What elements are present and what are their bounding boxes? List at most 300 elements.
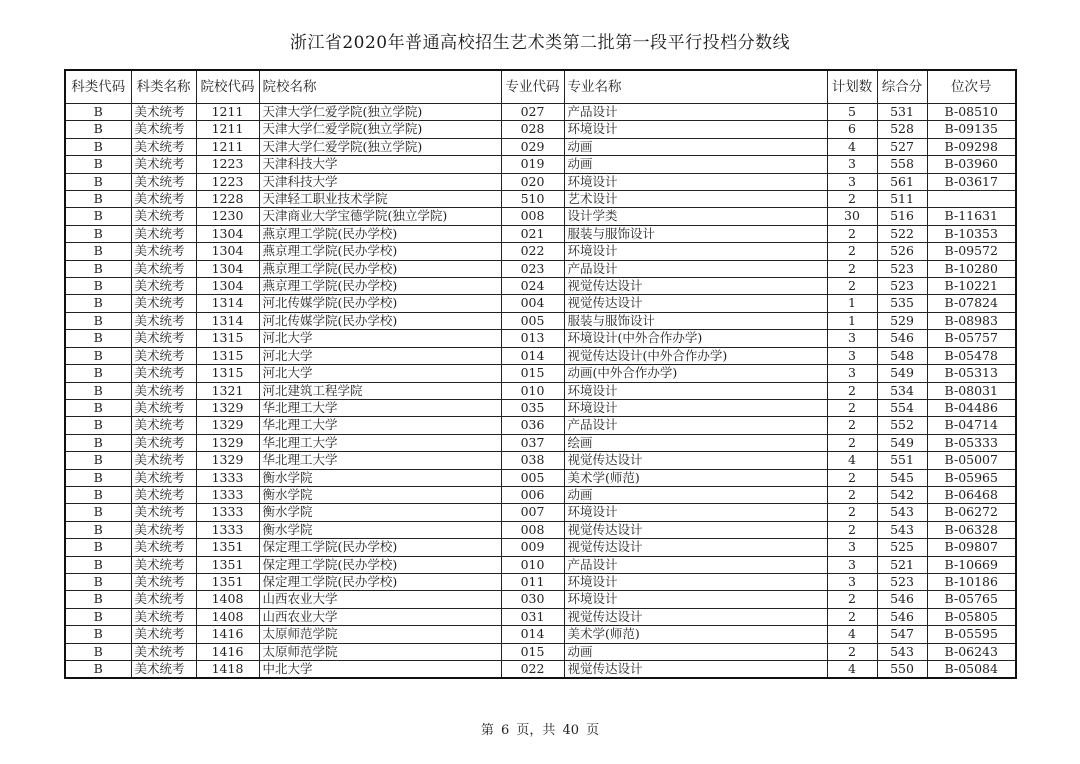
cell-plan-count: 1 [827, 312, 877, 329]
cell-total-score: 554 [877, 399, 927, 416]
cell-school-code: 1333 [196, 469, 259, 486]
cell-major-code: 037 [501, 434, 564, 451]
cell-subject-name: 美术统考 [131, 556, 196, 573]
cell-rank-number: B-05757 [927, 330, 1016, 347]
cell-major-name: 环境设计 [564, 121, 827, 138]
cell-school-name: 山西农业大学 [259, 591, 501, 608]
cell-total-score: 522 [877, 225, 927, 242]
cell-major-code: 014 [501, 347, 564, 364]
cell-school-code: 1315 [196, 330, 259, 347]
cell-major-name: 服装与服饰设计 [564, 312, 827, 329]
cell-major-name: 设计学类 [564, 208, 827, 225]
cell-subject-name: 美术统考 [131, 504, 196, 521]
cell-school-name: 华北理工大学 [259, 434, 501, 451]
cell-major-code: 029 [501, 138, 564, 155]
table-row [65, 208, 1016, 225]
cell-school-name: 燕京理工学院(民办学校) [259, 278, 501, 295]
cell-subject-code: B [65, 243, 131, 260]
cell-school-name: 保定理工学院(民办学校) [259, 539, 501, 556]
cell-subject-name: 美术统考 [131, 330, 196, 347]
cell-school-code: 1329 [196, 399, 259, 416]
cell-school-code: 1408 [196, 608, 259, 625]
cell-subject-code: B [65, 295, 131, 312]
cell-school-code: 1211 [196, 104, 259, 121]
cell-major-name: 动画 [564, 138, 827, 155]
cell-total-score: 549 [877, 365, 927, 382]
table-row [65, 661, 1016, 679]
cell-major-code: 014 [501, 626, 564, 643]
cell-major-name: 视觉传达设计 [564, 295, 827, 312]
cell-school-code: 1416 [196, 626, 259, 643]
cell-major-name: 环境设计 [564, 173, 827, 190]
cell-school-code: 1304 [196, 225, 259, 242]
cell-major-code: 035 [501, 399, 564, 416]
cell-subject-code: B [65, 312, 131, 329]
cell-major-name: 产品设计 [564, 556, 827, 573]
table-row [65, 434, 1016, 451]
cell-school-code: 1228 [196, 191, 259, 208]
table-row [65, 573, 1016, 590]
table-row [65, 191, 1016, 208]
header-subject-name: 科类名称 [131, 70, 196, 104]
cell-major-name: 动画 [564, 643, 827, 660]
cell-plan-count: 4 [827, 138, 877, 155]
cell-total-score: 542 [877, 486, 927, 503]
cell-subject-name: 美术统考 [131, 347, 196, 364]
header-school-name: 院校名称 [259, 70, 501, 104]
cell-subject-code: B [65, 260, 131, 277]
cell-rank-number: B-05965 [927, 469, 1016, 486]
cell-plan-count: 2 [827, 521, 877, 538]
cell-plan-count: 2 [827, 608, 877, 625]
cell-major-code: 028 [501, 121, 564, 138]
cell-subject-name: 美术统考 [131, 573, 196, 590]
cell-major-name: 环境设计 [564, 591, 827, 608]
page-footer: 第 6 页，共 40 页 [480, 723, 600, 738]
cell-school-name: 河北大学 [259, 347, 501, 364]
table-row [65, 521, 1016, 538]
cell-subject-code: B [65, 486, 131, 503]
cell-major-code: 005 [501, 469, 564, 486]
cell-rank-number: B-05313 [927, 365, 1016, 382]
cell-total-score: 551 [877, 452, 927, 469]
cell-subject-name: 美术统考 [131, 225, 196, 242]
cell-total-score: 558 [877, 156, 927, 173]
cell-school-code: 1315 [196, 347, 259, 364]
cell-major-code: 036 [501, 417, 564, 434]
cell-plan-count: 3 [827, 365, 877, 382]
table-row [65, 399, 1016, 416]
cell-total-score: 528 [877, 121, 927, 138]
cell-rank-number: B-08510 [927, 104, 1016, 121]
table-row [65, 173, 1016, 190]
cell-plan-count: 30 [827, 208, 877, 225]
cell-major-code: 010 [501, 556, 564, 573]
cell-plan-count: 3 [827, 173, 877, 190]
cell-school-code: 1351 [196, 556, 259, 573]
cell-plan-count: 5 [827, 104, 877, 121]
cell-major-code: 006 [501, 486, 564, 503]
cell-plan-count: 2 [827, 434, 877, 451]
cell-school-name: 保定理工学院(民办学校) [259, 573, 501, 590]
table-row [65, 278, 1016, 295]
cell-plan-count: 3 [827, 539, 877, 556]
table-row [65, 591, 1016, 608]
cell-total-score: 521 [877, 556, 927, 573]
table-row [65, 504, 1016, 521]
cell-major-code: 008 [501, 521, 564, 538]
cell-major-name: 产品设计 [564, 417, 827, 434]
cell-major-name: 视觉传达设计 [564, 661, 827, 679]
cell-total-score: 543 [877, 504, 927, 521]
cell-rank-number: B-03960 [927, 156, 1016, 173]
cell-major-code: 031 [501, 608, 564, 625]
cell-major-name: 视觉传达设计 [564, 608, 827, 625]
cell-school-name: 衡水学院 [259, 486, 501, 503]
cell-major-name: 美术学(师范) [564, 469, 827, 486]
cell-subject-code: B [65, 661, 131, 679]
cell-subject-name: 美术统考 [131, 260, 196, 277]
cell-major-code: 510 [501, 191, 564, 208]
cell-rank-number: B-09298 [927, 138, 1016, 155]
cell-school-name: 燕京理工学院(民办学校) [259, 260, 501, 277]
cell-school-name: 华北理工大学 [259, 417, 501, 434]
cell-school-name: 天津大学仁爱学院(独立学院) [259, 138, 501, 155]
cell-major-code: 005 [501, 312, 564, 329]
cell-major-name: 视觉传达设计 [564, 539, 827, 556]
cell-school-name: 衡水学院 [259, 521, 501, 538]
cell-school-code: 1321 [196, 382, 259, 399]
cell-plan-count: 2 [827, 591, 877, 608]
cell-school-code: 1304 [196, 243, 259, 260]
cell-major-code: 030 [501, 591, 564, 608]
table-row [65, 330, 1016, 347]
cell-school-code: 1211 [196, 138, 259, 155]
cell-subject-code: B [65, 278, 131, 295]
cell-school-code: 1304 [196, 260, 259, 277]
cell-school-code: 1304 [196, 278, 259, 295]
cell-total-score: 549 [877, 434, 927, 451]
cell-total-score: 548 [877, 347, 927, 364]
cell-school-name: 中北大学 [259, 661, 501, 679]
cell-rank-number: B-06328 [927, 521, 1016, 538]
cell-rank-number: B-05765 [927, 591, 1016, 608]
cell-major-name: 环境设计 [564, 243, 827, 260]
cell-major-code: 015 [501, 365, 564, 382]
table-row [65, 121, 1016, 138]
cell-major-name: 环境设计 [564, 573, 827, 590]
cell-school-name: 燕京理工学院(民办学校) [259, 225, 501, 242]
cell-subject-code: B [65, 434, 131, 451]
cell-subject-name: 美术统考 [131, 278, 196, 295]
cell-plan-count: 3 [827, 156, 877, 173]
cell-subject-name: 美术统考 [131, 365, 196, 382]
cell-school-name: 河北建筑工程学院 [259, 382, 501, 399]
table-row [65, 295, 1016, 312]
cell-major-name: 艺术设计 [564, 191, 827, 208]
cell-subject-code: B [65, 156, 131, 173]
cell-major-code: 010 [501, 382, 564, 399]
cell-plan-count: 3 [827, 573, 877, 590]
cell-major-code: 004 [501, 295, 564, 312]
cell-major-name: 视觉传达设计 [564, 278, 827, 295]
cell-major-name: 美术学(师范) [564, 626, 827, 643]
cell-subject-code: B [65, 591, 131, 608]
cell-total-score: 547 [877, 626, 927, 643]
cell-school-name: 河北传媒学院(民办学校) [259, 295, 501, 312]
cell-plan-count: 2 [827, 417, 877, 434]
cell-rank-number: B-03617 [927, 173, 1016, 190]
cell-total-score: 543 [877, 521, 927, 538]
cell-school-code: 1329 [196, 434, 259, 451]
cell-school-name: 华北理工大学 [259, 452, 501, 469]
cell-rank-number: B-07824 [927, 295, 1016, 312]
cell-plan-count: 4 [827, 452, 877, 469]
cell-rank-number: B-04486 [927, 399, 1016, 416]
cell-subject-code: B [65, 173, 131, 190]
cell-rank-number: B-06272 [927, 504, 1016, 521]
cell-school-code: 1315 [196, 365, 259, 382]
cell-school-code: 1314 [196, 312, 259, 329]
cell-subject-code: B [65, 121, 131, 138]
cell-plan-count: 2 [827, 382, 877, 399]
header-major-code: 专业代码 [501, 70, 564, 104]
cell-major-code: 024 [501, 278, 564, 295]
cell-subject-code: B [65, 539, 131, 556]
cell-major-name: 动画(中外合作办学) [564, 365, 827, 382]
table-row [65, 539, 1016, 556]
table-row [65, 312, 1016, 329]
cell-subject-code: B [65, 504, 131, 521]
cell-major-name: 产品设计 [564, 104, 827, 121]
cell-plan-count: 2 [827, 469, 877, 486]
cell-subject-code: B [65, 608, 131, 625]
cell-subject-code: B [65, 469, 131, 486]
cell-total-score: 531 [877, 104, 927, 121]
cell-subject-code: B [65, 347, 131, 364]
header-total-score: 综合分 [877, 70, 927, 104]
cell-major-code: 013 [501, 330, 564, 347]
cell-school-name: 河北传媒学院(民办学校) [259, 312, 501, 329]
cell-school-code: 1408 [196, 591, 259, 608]
cell-school-name: 太原师范学院 [259, 626, 501, 643]
cell-school-code: 1329 [196, 452, 259, 469]
cell-subject-code: B [65, 382, 131, 399]
cell-subject-name: 美术统考 [131, 521, 196, 538]
cell-subject-name: 美术统考 [131, 121, 196, 138]
cell-subject-code: B [65, 208, 131, 225]
cell-subject-code: B [65, 452, 131, 469]
cell-plan-count: 3 [827, 556, 877, 573]
cell-subject-name: 美术统考 [131, 591, 196, 608]
cell-subject-code: B [65, 191, 131, 208]
cell-subject-name: 美术统考 [131, 643, 196, 660]
cell-plan-count: 2 [827, 504, 877, 521]
cell-school-name: 衡水学院 [259, 504, 501, 521]
cell-school-name: 天津大学仁爱学院(独立学院) [259, 104, 501, 121]
cell-rank-number: B-10221 [927, 278, 1016, 295]
table-row [65, 556, 1016, 573]
cell-school-name: 保定理工学院(民办学校) [259, 556, 501, 573]
cell-school-name: 华北理工大学 [259, 399, 501, 416]
table-header-row [65, 70, 1016, 104]
admission-score-table [64, 69, 1017, 679]
cell-total-score: 529 [877, 312, 927, 329]
cell-rank-number: B-08031 [927, 382, 1016, 399]
cell-school-name: 太原师范学院 [259, 643, 501, 660]
cell-rank-number: B-09572 [927, 243, 1016, 260]
cell-rank-number: B-11631 [927, 208, 1016, 225]
cell-total-score: 525 [877, 539, 927, 556]
cell-plan-count: 2 [827, 278, 877, 295]
cell-rank-number: B-09807 [927, 539, 1016, 556]
cell-school-code: 1230 [196, 208, 259, 225]
cell-total-score: 527 [877, 138, 927, 155]
cell-school-code: 1211 [196, 121, 259, 138]
cell-school-code: 1418 [196, 661, 259, 679]
cell-rank-number: B-10186 [927, 573, 1016, 590]
cell-subject-name: 美术统考 [131, 382, 196, 399]
cell-school-name: 燕京理工学院(民办学校) [259, 243, 501, 260]
cell-total-score: 526 [877, 243, 927, 260]
cell-major-code: 007 [501, 504, 564, 521]
cell-major-code: 027 [501, 104, 564, 121]
cell-subject-name: 美术统考 [131, 399, 196, 416]
cell-subject-name: 美术统考 [131, 469, 196, 486]
table-row [65, 626, 1016, 643]
cell-total-score: 523 [877, 260, 927, 277]
cell-subject-code: B [65, 138, 131, 155]
cell-school-code: 1329 [196, 417, 259, 434]
cell-subject-name: 美术统考 [131, 452, 196, 469]
header-rank-number: 位次号 [927, 70, 1016, 104]
cell-school-code: 1333 [196, 504, 259, 521]
cell-subject-name: 美术统考 [131, 243, 196, 260]
table-row [65, 243, 1016, 260]
cell-major-code: 038 [501, 452, 564, 469]
cell-major-name: 视觉传达设计 [564, 452, 827, 469]
cell-school-code: 1351 [196, 539, 259, 556]
cell-major-code: 009 [501, 539, 564, 556]
table-row [65, 452, 1016, 469]
cell-subject-code: B [65, 330, 131, 347]
cell-total-score: 545 [877, 469, 927, 486]
cell-subject-code: B [65, 399, 131, 416]
cell-plan-count: 2 [827, 399, 877, 416]
cell-major-name: 环境设计 [564, 382, 827, 399]
cell-plan-count: 1 [827, 295, 877, 312]
cell-school-code: 1351 [196, 573, 259, 590]
cell-rank-number: B-05084 [927, 661, 1016, 679]
cell-rank-number: B-06468 [927, 486, 1016, 503]
cell-total-score: 511 [877, 191, 927, 208]
cell-major-name: 视觉传达设计 [564, 521, 827, 538]
header-school-code: 院校代码 [196, 70, 259, 104]
cell-subject-name: 美术统考 [131, 312, 196, 329]
cell-total-score: 516 [877, 208, 927, 225]
header-plan-count: 计划数 [827, 70, 877, 104]
cell-subject-code: B [65, 417, 131, 434]
cell-subject-name: 美术统考 [131, 295, 196, 312]
cell-plan-count: 2 [827, 225, 877, 242]
cell-school-code: 1333 [196, 486, 259, 503]
cell-major-code: 008 [501, 208, 564, 225]
cell-major-code: 011 [501, 573, 564, 590]
cell-subject-code: B [65, 365, 131, 382]
cell-total-score: 546 [877, 591, 927, 608]
cell-school-name: 河北大学 [259, 330, 501, 347]
cell-school-name: 天津大学仁爱学院(独立学院) [259, 121, 501, 138]
cell-school-code: 1223 [196, 156, 259, 173]
cell-subject-name: 美术统考 [131, 626, 196, 643]
cell-major-name: 绘画 [564, 434, 827, 451]
cell-major-code: 020 [501, 173, 564, 190]
cell-subject-name: 美术统考 [131, 173, 196, 190]
table-row [65, 138, 1016, 155]
table-row [65, 382, 1016, 399]
cell-plan-count: 6 [827, 121, 877, 138]
cell-rank-number: B-08983 [927, 312, 1016, 329]
cell-major-code: 023 [501, 260, 564, 277]
table-row [65, 643, 1016, 660]
cell-major-name: 环境设计 [564, 399, 827, 416]
cell-plan-count: 4 [827, 626, 877, 643]
cell-total-score: 552 [877, 417, 927, 434]
cell-rank-number: B-05333 [927, 434, 1016, 451]
cell-subject-name: 美术统考 [131, 156, 196, 173]
cell-subject-code: B [65, 521, 131, 538]
cell-plan-count: 4 [827, 661, 877, 679]
cell-total-score: 523 [877, 278, 927, 295]
cell-subject-name: 美术统考 [131, 208, 196, 225]
header-major-name: 专业名称 [564, 70, 827, 104]
cell-subject-name: 美术统考 [131, 608, 196, 625]
cell-major-name: 环境设计(中外合作办学) [564, 330, 827, 347]
cell-rank-number: B-05478 [927, 347, 1016, 364]
cell-plan-count: 2 [827, 191, 877, 208]
table-row [65, 225, 1016, 242]
table-body [65, 104, 1016, 679]
cell-major-name: 环境设计 [564, 504, 827, 521]
cell-school-name: 天津科技大学 [259, 173, 501, 190]
cell-total-score: 523 [877, 573, 927, 590]
cell-school-code: 1416 [196, 643, 259, 660]
cell-plan-count: 2 [827, 486, 877, 503]
cell-plan-count: 2 [827, 243, 877, 260]
header-subject-code: 科类代码 [65, 70, 131, 104]
table-row [65, 417, 1016, 434]
cell-plan-count: 2 [827, 260, 877, 277]
cell-total-score: 543 [877, 643, 927, 660]
cell-total-score: 534 [877, 382, 927, 399]
cell-major-name: 动画 [564, 156, 827, 173]
cell-rank-number: B-10353 [927, 225, 1016, 242]
cell-school-name: 天津轻工职业技术学院 [259, 191, 501, 208]
cell-subject-name: 美术统考 [131, 138, 196, 155]
cell-rank-number: B-04714 [927, 417, 1016, 434]
cell-rank-number: B-05805 [927, 608, 1016, 625]
cell-subject-name: 美术统考 [131, 661, 196, 679]
cell-subject-code: B [65, 643, 131, 660]
cell-subject-code: B [65, 556, 131, 573]
cell-total-score: 546 [877, 330, 927, 347]
cell-subject-code: B [65, 573, 131, 590]
document-title: 浙江省2020年普通高校招生艺术类第二批第一段平行投档分数线 [289, 33, 791, 53]
cell-plan-count: 2 [827, 643, 877, 660]
cell-subject-code: B [65, 104, 131, 121]
table-row [65, 156, 1016, 173]
table-row [65, 365, 1016, 382]
